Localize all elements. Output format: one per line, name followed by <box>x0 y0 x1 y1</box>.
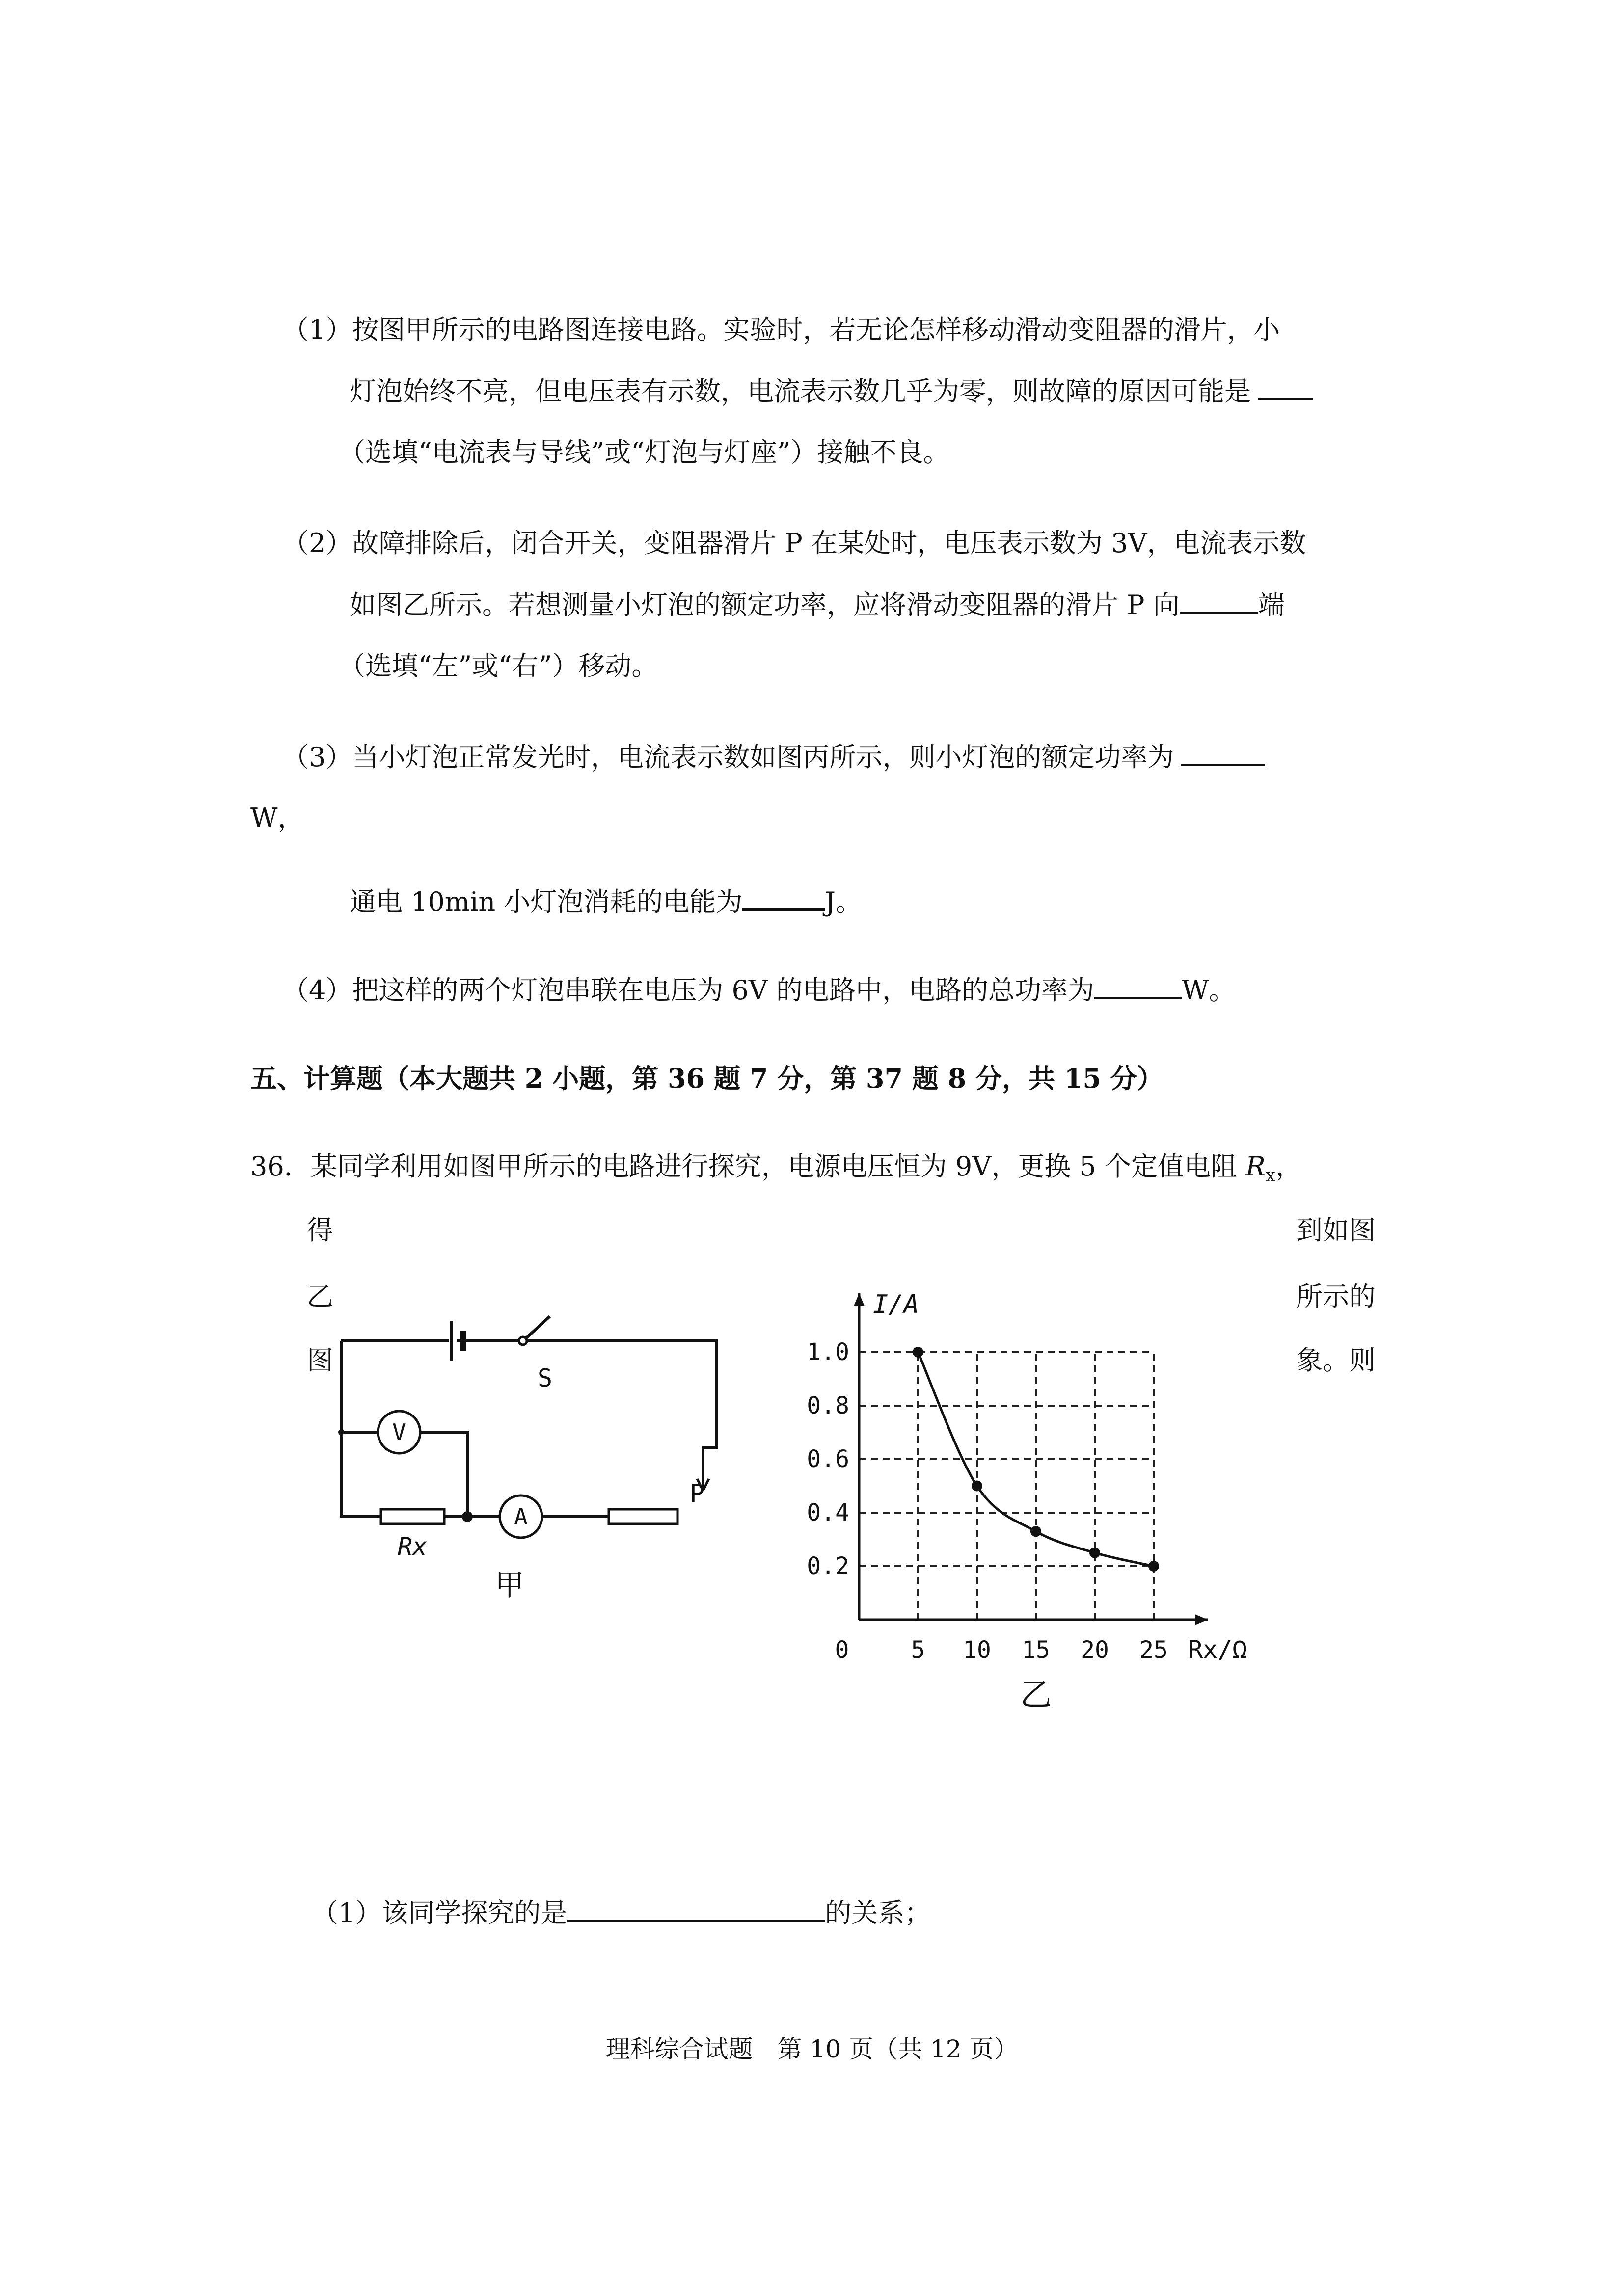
x-tick-label: 20 <box>1081 1636 1109 1664</box>
current-resistance-graph <box>776 1256 1296 1713</box>
q35-part2-line1: （2）故障排除后，闭合开关，变阻器滑片 P 在某处时，电压表示数为 3V，电流表示数 <box>282 528 1306 559</box>
rx-label: Rx <box>398 1532 428 1561</box>
answer-blank-6[interactable] <box>567 1897 825 1922</box>
answer-blank-2[interactable] <box>1180 589 1258 614</box>
rx-resistor <box>381 1509 444 1524</box>
rheostat <box>609 1509 677 1524</box>
switch-label: S <box>538 1364 553 1392</box>
x-axis-arrow <box>1195 1614 1208 1625</box>
q35-part1-line1: （1）按图甲所示的电路图连接电路。实验时，若无论怎样移动滑动变阻器的滑片，小 <box>282 314 1280 345</box>
switch-blade[interactable] <box>526 1316 550 1338</box>
q36-left-char-1: 得 <box>307 1215 333 1246</box>
q36-right-text-2: 所示的 <box>1296 1281 1376 1312</box>
chart-caption: 乙 <box>1020 1677 1052 1713</box>
page-footer: 理科综合试题 第 10 页（共 12 页） <box>605 2035 1019 2063</box>
y-tick-label: 1.0 <box>807 1338 849 1366</box>
data-point <box>972 1481 982 1492</box>
data-point <box>1148 1561 1159 1572</box>
wire-top-right <box>523 1341 717 1491</box>
x-tick-label: 5 <box>911 1636 925 1664</box>
q35-part2-line2: 如图乙所示。若想测量小灯泡的额定功率，应将滑动变阻器的滑片 P 向 端 <box>350 589 1285 620</box>
junction-dot <box>462 1511 473 1522</box>
switch-pivot <box>519 1337 527 1345</box>
q36-sub1: （1）该同学探究的是 的关系； <box>312 1897 931 1928</box>
q35-part1-line3: （选填“电流表与导线”或“灯泡与灯座”）接触不良。 <box>339 437 950 468</box>
q36-left-char-3: 图 <box>307 1345 333 1376</box>
answer-blank-1[interactable] <box>1258 375 1313 400</box>
data-point <box>1030 1526 1041 1537</box>
slider-label: P <box>689 1479 705 1508</box>
q36-right-text-1: 到如图 <box>1296 1215 1376 1246</box>
q35-part3-line3: 通电 10min 小灯泡消耗的电能为 J。 <box>350 886 862 917</box>
answer-blank-4[interactable] <box>742 886 825 911</box>
y-axis-label: I/A <box>873 1290 919 1319</box>
q35-part4-line: （4）把这样的两个灯泡串联在电压为 6V 的电路中，电路的总功率为 W。 <box>282 975 1236 1006</box>
circuit-diagram <box>324 1306 746 1620</box>
y-tick-label: 0.2 <box>807 1552 849 1580</box>
data-point <box>913 1347 923 1358</box>
circuit-caption: 甲 <box>495 1568 524 1602</box>
q35-part3-line1: （3）当小灯泡正常发光时，电流表示数如图丙所示，则小灯泡的额定功率为 <box>282 741 1265 773</box>
answer-blank-3[interactable] <box>1181 741 1265 766</box>
x-tick-label: 15 <box>1022 1636 1050 1664</box>
answer-blank-5[interactable] <box>1094 974 1182 999</box>
y-tick-label: 0.8 <box>807 1392 849 1419</box>
x-tick-label: 10 <box>963 1636 991 1664</box>
junction-dot-left <box>338 1429 344 1435</box>
x-tick-label: 25 <box>1139 1636 1168 1664</box>
y-axis-arrow <box>854 1293 865 1306</box>
q36-right-text-3: 象。则 <box>1296 1345 1376 1376</box>
wire-left <box>341 1341 381 1517</box>
y-tick-label: 0.6 <box>807 1445 849 1473</box>
q36-stem: 36．某同学利用如图甲所示的电路进行探究，电源电压恒为 9V，更换 5 个定值电阻 $R_x$， <box>250 1151 1302 1186</box>
section-heading: 五、计算题（本大题共 2 小题，第 36 题 7 分，第 37 题 8 分，共 15 分） <box>250 1063 1164 1094</box>
voltmeter-label: V <box>392 1419 406 1445</box>
ammeter-label: A <box>514 1503 528 1530</box>
wire-voltmeter-right <box>420 1432 467 1517</box>
y-tick-label: 0.4 <box>807 1499 849 1526</box>
q35-part1-line2: 灯泡始终不亮，但电压表有示数，电流表示数几乎为零，则故障的原因可能是 <box>350 375 1313 407</box>
q35-part2-line3: （选填“左”或“右”）移动。 <box>339 650 658 681</box>
data-point <box>1089 1548 1100 1558</box>
q35-part3-line2: W， <box>250 802 304 833</box>
q36-left-char-2: 乙 <box>307 1281 333 1312</box>
x-axis-label: Rx/Ω <box>1188 1635 1247 1664</box>
x-tick-label: 0 <box>835 1636 849 1664</box>
